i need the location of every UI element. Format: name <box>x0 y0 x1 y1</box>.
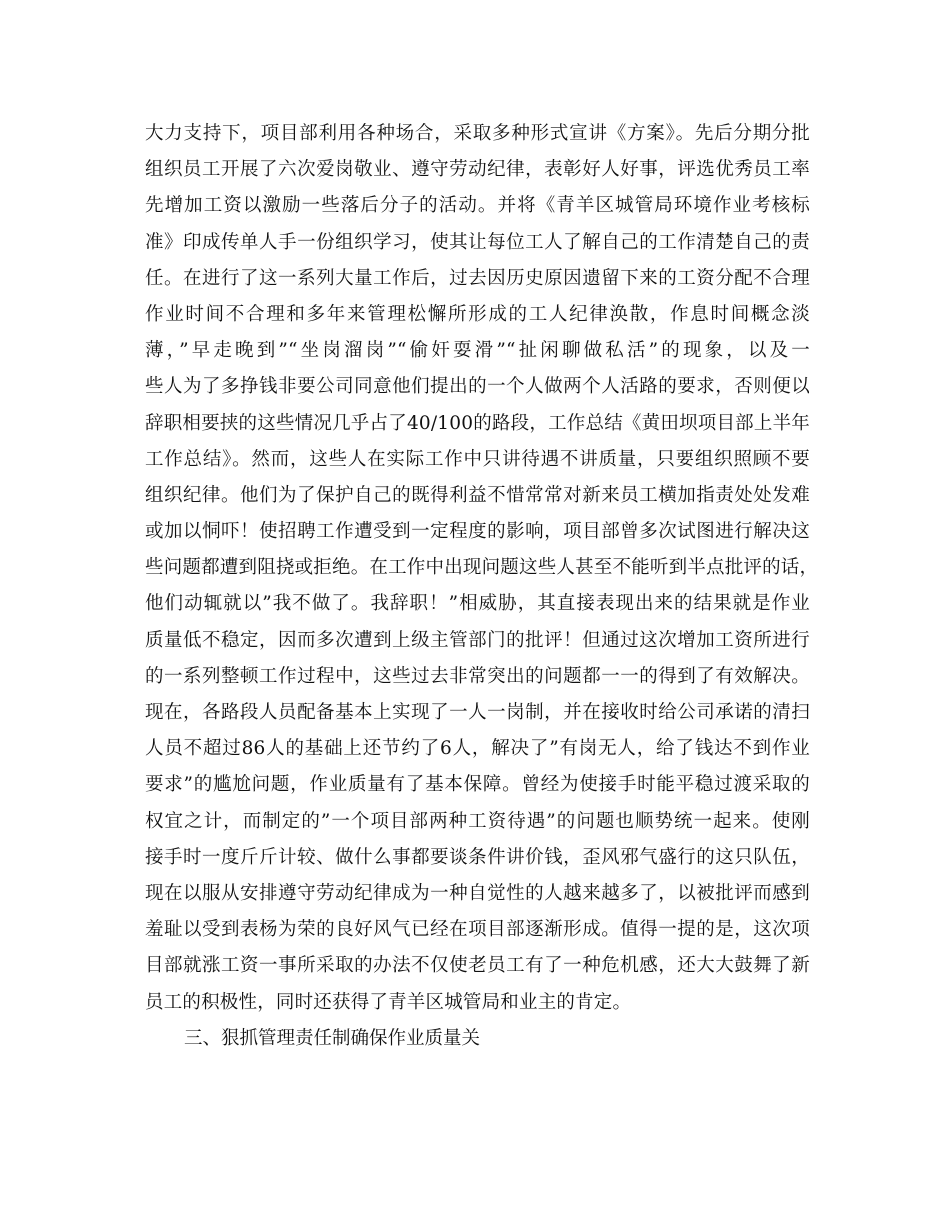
paragraph-line: 羞耻以受到表杨为荣的良好风气已经在项目部逐渐形成。值得一提的是，这次项 <box>145 919 810 941</box>
paragraph-line: 先增加工资以激励一些落后分子的活动。并将《青羊区城管局环境作业考核标 <box>145 195 810 217</box>
paragraph-line: 员工的积极性，同时还获得了青羊区城管局和业主的肯定。 <box>145 991 632 1013</box>
paragraph-line: 或加以恫吓！使招聘工作遭受到一定程度的影响，项目部曾多次试图进行解决这 <box>145 521 810 543</box>
paragraph-line: 薄，”早走晚到”“坐岗溜岗”“偷奸耍滑”“扯闲聊做私活”的现象，以及一 <box>145 340 810 362</box>
paragraph-line: 些人为了多挣钱非要公司同意他们提出的一个人做两个人活路的要求，否则便以 <box>145 376 810 398</box>
paragraph-line: 权宜之计，而制定的”一个项目部两种工资待遇”的问题也顺势统一起来。使刚 <box>145 810 810 832</box>
paragraph-line: 的一系列整顿工作过程中，这些过去非常突出的问题都一一的得到了有效解决。 <box>145 665 810 687</box>
paragraph-line: 大力支持下，项目部利用各种场合，采取多种形式宣讲《方案》。先后分期分批 <box>145 123 810 144</box>
paragraph-line: 作业时间不合理和多年来管理松懈所形成的工人纪律涣散，作息时间概念淡 <box>145 303 810 325</box>
body-paragraph <box>145 116 819 1021</box>
paragraph-line: 人员不超过86人的基础上还节约了6人，解决了”有岗无人，给了钱达不到作业 <box>145 738 810 760</box>
paragraph-line: 质量低不稳定，因而多次遭到上级主管部门的批评！但通过这次增加工资所进行 <box>145 629 810 651</box>
paragraph-line: 现在，各路段人员配备基本上实现了一人一岗制，并在接收时给公司承诺的清扫 <box>145 702 810 723</box>
paragraph-line: 他们动辄就以”我不做了。我辞职！”相威胁，其直接表现出来的结果就是作业 <box>145 593 810 615</box>
paragraph-line: 准》印成传单人手一份组织学习，使其让每位工人了解自己的工作清楚自己的责 <box>145 231 810 253</box>
paragraph-line: 目部就涨工资一事所采取的办法不仅使老员工有了一种危机感，还大大鼓舞了新 <box>145 955 810 977</box>
paragraph-line: 接手时一度斤斤计较、做什么事都要谈条件讲价钱，歪风邪气盛行的这只队伍， <box>145 846 810 868</box>
paragraph-line: 辞职相要挟的这些情况几乎占了40/100的路段，工作总结《黄田坝项目部上半年 <box>145 412 810 434</box>
paragraph-line: 要求”的尴尬问题，作业质量有了基本保障。曾经为使接手时能平稳过渡采取的 <box>145 774 810 796</box>
paragraph-line: 些问题都遭到阻挠或拒绝。在工作中出现问题这些人甚至不能听到半点批评的话， <box>145 557 819 579</box>
paragraph-line: 现在以服从安排遵守劳动纪律成为一种自觉性的人越来越多了，以被批评而感到 <box>145 882 810 904</box>
paragraph-line: 组织员工开展了六次爱岗敬业、遵守劳动纪律，表彰好人好事，评选优秀员工率 <box>145 159 810 181</box>
paragraph-line: 工作总结》。然而，这些人在实际工作中只讲待遇不讲质量，只要组织照顾不要 <box>145 448 810 470</box>
section-heading: 三、狠抓管理责任制确保作业质量关 <box>184 1028 481 1049</box>
paragraph-line: 任。在进行了这一系列大量工作后，过去因历史原因遗留下来的工资分配不合理 <box>145 267 810 289</box>
paragraph-line: 组织纪律。他们为了保护自己的既得利益不惜常常对新来员工横加指责处处发难 <box>145 484 810 506</box>
